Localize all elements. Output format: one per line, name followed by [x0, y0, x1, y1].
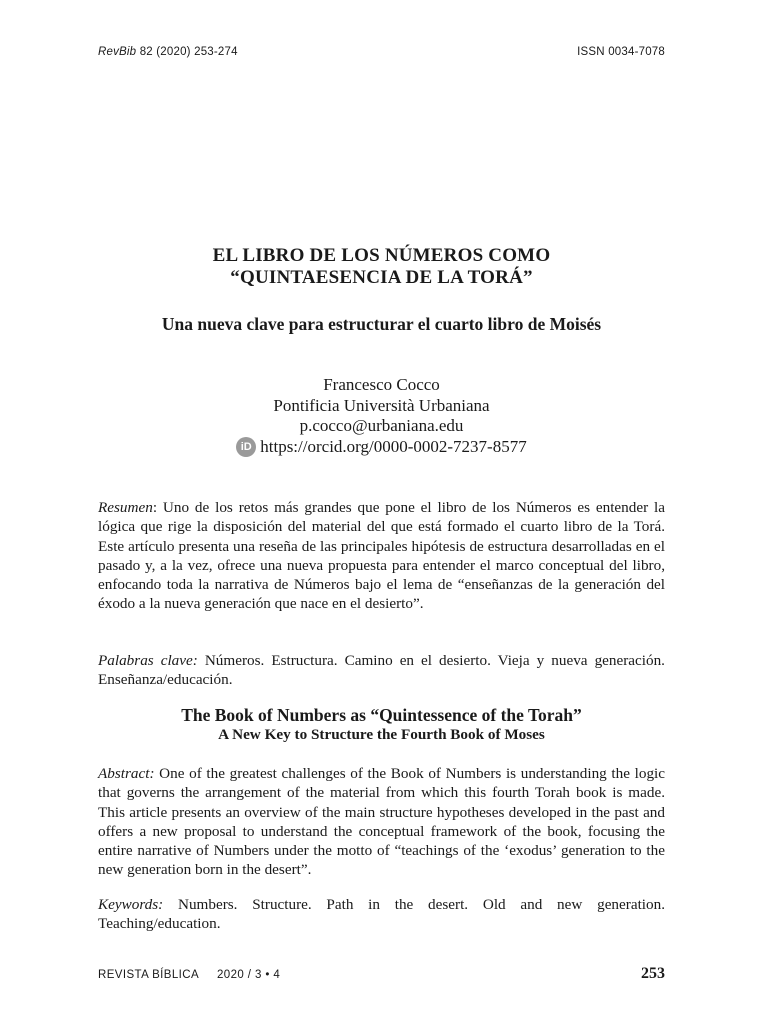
abstract-paragraph [98, 764, 665, 880]
journal-abbrev: RevBib [98, 46, 137, 58]
orcid-line [98, 437, 665, 458]
english-subtitle: A New Key to Structure the Fourth Book of Moses [218, 726, 545, 743]
article-subtitle: Una nueva clave para estructurar el cuarto libro de Moisés [161, 314, 602, 334]
article-title [98, 245, 665, 289]
title-line-2: “QUINTAESENCIA DE LA TORÁ” [230, 267, 533, 288]
running-header [98, 46, 665, 58]
keywords-text: Numbers. Structure. Path in the desert. Old and new generation. Teaching/education. [98, 896, 665, 933]
footer-journal: REVISTA BÍBLICA [98, 969, 200, 981]
journal-citation [98, 46, 238, 58]
orcid-icon: iD [236, 437, 256, 457]
footer-journal-info [98, 969, 280, 981]
resumen-text: : Uno de los retos más grandes que pone el libro de los Números es entender la lógica que rige la disposición del material del que está formado el cuarto libro de la Torá. Este artículo presenta una reseña de las principales hipótesis de estructura desarrolladas en el pasado y, a la vez, ofrece una nueva propuesta para entender el marco conceptual del libro, enfocando toda la narrativa de Números bajo el lema de “enseñanzas de la generación del éxodo a la nueva generación que nace en el desierto”. [98, 499, 665, 613]
palabras-clave-label: Palabras clave: [98, 652, 198, 669]
orcid-link[interactable]: https://orcid.org/0000-0002-7237-8577 [260, 436, 527, 456]
footer-issue: 2020 / 3 • 4 [217, 969, 281, 981]
abstract-label: Abstract: [98, 765, 155, 782]
page-footer [98, 965, 665, 983]
author-name: Francesco Cocco [323, 375, 440, 394]
author-email[interactable]: p.cocco@urbaniana.edu [299, 416, 464, 435]
title-line-1: EL LIBRO DE LOS NÚMEROS COMO [212, 245, 551, 266]
english-title: The Book of Numbers as “Quintessence of the Torah” [181, 705, 582, 725]
palabras-clave-text: Números. Estructura. Camino en el desierto. Vieja y nueva generación. Enseñanza/educación. [98, 652, 665, 689]
resumen-paragraph [98, 498, 665, 614]
keywords-label: Keywords: [98, 896, 164, 913]
resumen-label: Resumen [98, 499, 153, 516]
keywords-paragraph [98, 895, 665, 934]
author-affiliation: Pontificia Università Urbaniana [273, 395, 490, 415]
palabras-clave-paragraph [98, 651, 665, 690]
citation: 82 (2020) 253-274 [139, 46, 238, 58]
abstract-text: One of the greatest challenges of the Book of Numbers is understanding the logic that governs the arrangement of the material from which this fourth Torah book is made. This article presents an overview of the main structure hypotheses developed in the past and offers a new proposal to understand the conceptual framework of the book, focusing the entire narrative of Numbers under the motto of “teachings of the ‘exodus’ generation to the new generation born in the desert”. [98, 765, 665, 879]
page-number: 253 [641, 965, 665, 982]
issn: ISSN 0034-7078 [577, 46, 665, 58]
author-block [98, 375, 665, 457]
